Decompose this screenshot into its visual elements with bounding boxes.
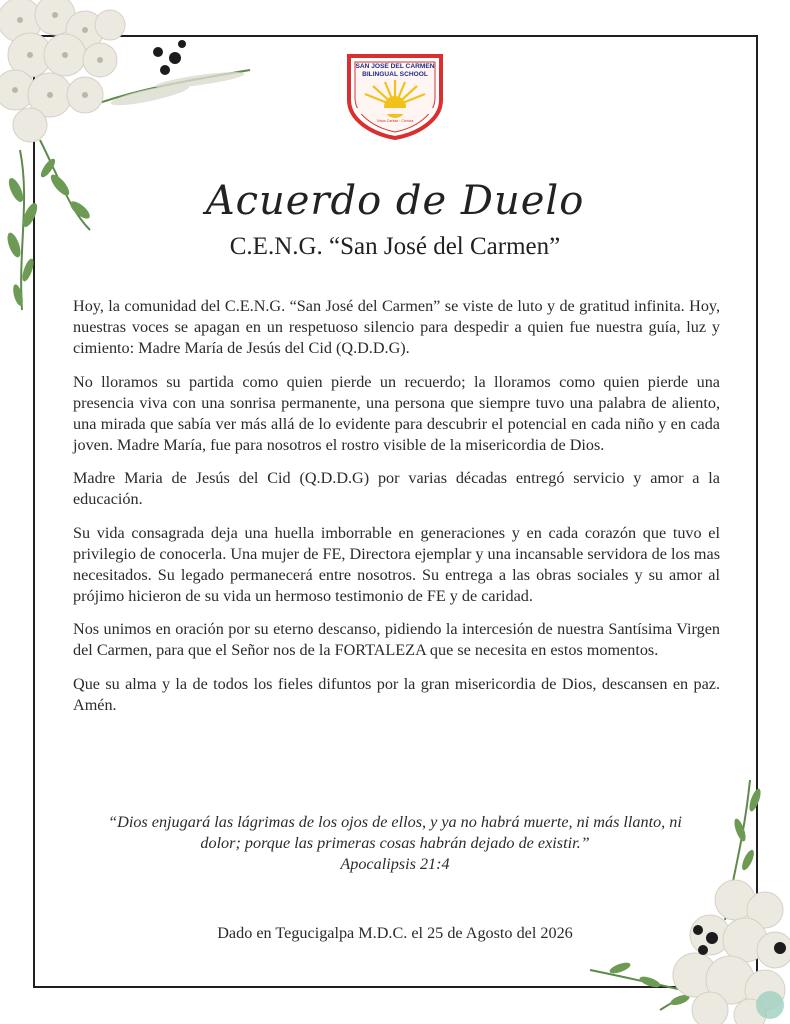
logo-line-2: BILINGUAL SCHOOL bbox=[362, 71, 428, 78]
paragraph: Que su alma y la de todos los fieles difuntos por la gran misericordia de Dios, descansen en paz. Amén. bbox=[73, 674, 720, 714]
logo-line-1: SAN JOSE DEL CARMEN bbox=[355, 63, 435, 70]
logo-motto: Virtus Caritas · Ciencia bbox=[376, 119, 414, 123]
floral-decoration-bottom-right bbox=[560, 760, 790, 1024]
floral-decoration-top-left bbox=[0, 0, 260, 320]
letter-body bbox=[73, 296, 720, 728]
school-logo bbox=[343, 50, 447, 140]
quote-citation: Apocalipsis 21:4 bbox=[340, 855, 450, 873]
paragraph: No lloramos su partida como quien pierde un recuerdo; la lloramos como quien pierde una presencia viva con una sonrisa permanente, una persona que siempre tuvo una palabra de aliento, una mirada que sabía ver más allá de lo evidente para descubrir el potencial en cada niño y en cada joven. Madre María, fue para nosotros el rostro visible de la misericordia de Dios. bbox=[73, 372, 720, 454]
bible-quote bbox=[60, 812, 730, 875]
quote-line-1: “Dios enjugará las lágrimas de los ojos de ellos, y ya no habrá muerte, ni más llanto, ni bbox=[108, 813, 682, 831]
paragraph: Madre Maria de Jesús del Cid (Q.D.D.G) por varias décadas entregó servicio y amor a la educación. bbox=[73, 469, 720, 508]
page-title: Acuerdo de Duelo bbox=[205, 178, 585, 224]
page-subtitle: C.E.N.G. “San José del Carmen” bbox=[229, 233, 561, 260]
paragraph: Hoy, la comunidad del C.E.N.G. “San José del Carmen” se viste de luto y de gratitud infinita. Hoy, nuestras voces se apagan en un respetuoso silencio para despedir a quien fue nuestra guía, luz y cimiento: Madre María de Jesús del Cid (Q.D.D.G). bbox=[73, 297, 720, 357]
date-footer: Dado en Tegucigalpa M.D.C. el 25 de Agosto del 2026 bbox=[217, 924, 573, 942]
quote-line-2: dolor; porque las primeras cosas habrán dejado de existir.” bbox=[200, 834, 590, 852]
paragraph: Su vida consagrada deja una huella imborrable en generaciones y en cada corazón que tuvo el privilegio de conocerla. Una mujer de FE, Directora ejemplar y una incansable servidora de los mas necesitados. Su legado permanecerá entre nosotros. Su entrega a las obras sociales y su amor al prójimo hicieron de su vida un hermoso testimonio de FE y de caridad. bbox=[73, 523, 720, 605]
paragraph: Nos unimos en oración por su eterno descanso, pidiendo la intercesión de nuestra Santísima Virgen del Carmen, para que el Señor nos de la FORTALEZA que se necesita en estos momentos. bbox=[73, 620, 720, 659]
